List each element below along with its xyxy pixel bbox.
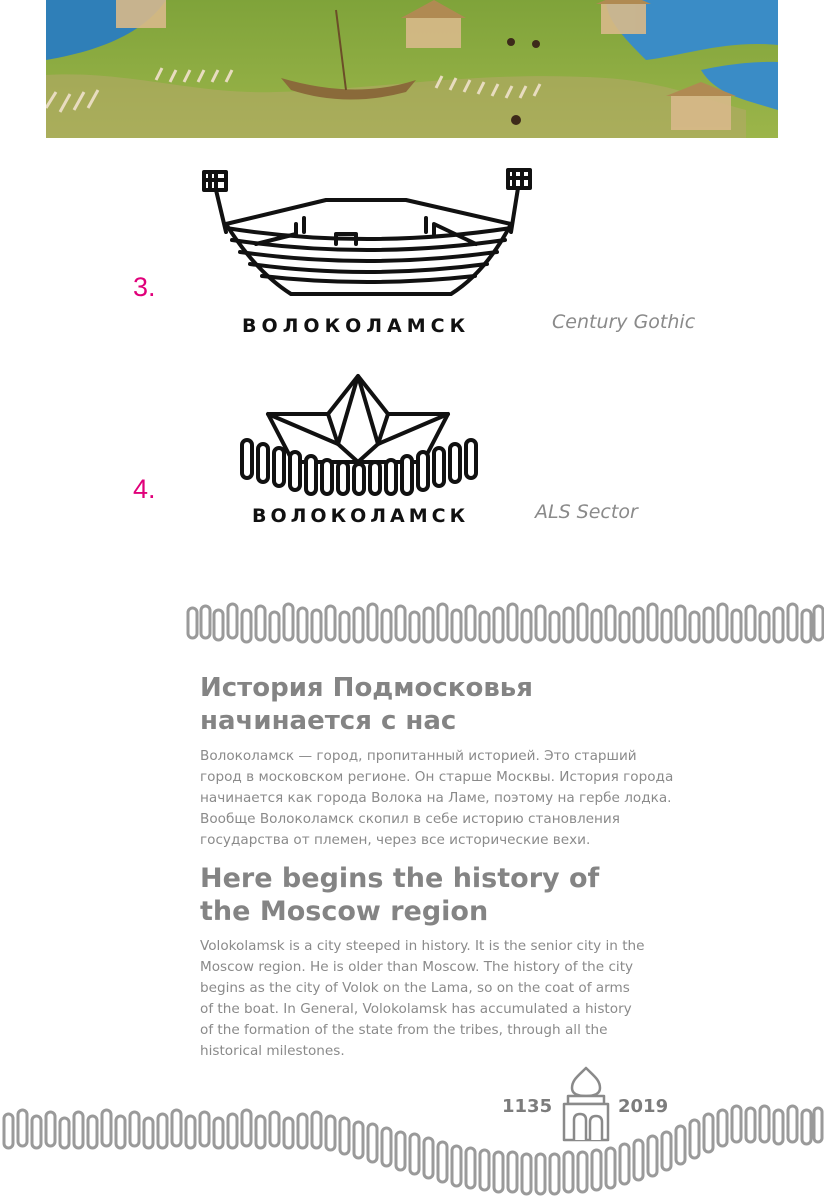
history-ru-title-line1: История Подмосковья bbox=[200, 673, 533, 703]
start-year: 1135 bbox=[502, 1096, 553, 1117]
history-ru-body-line: Вообще Волоколамск скопил в себе историю становления bbox=[200, 811, 620, 827]
font-name-als-sector: ALS Sector bbox=[535, 501, 638, 523]
variant-number-3: 3. bbox=[133, 272, 156, 302]
variant-number-4: 4. bbox=[133, 474, 156, 504]
history-en-body-line: historical milestones. bbox=[200, 1043, 345, 1059]
history-ru-body-line: начинается как города Волока на Ламе, поэтому на гербе лодка. bbox=[200, 790, 672, 806]
history-ru-body-line: государства от племен, через все исторические вехи. bbox=[200, 832, 591, 848]
paper-boat-icon bbox=[238, 372, 483, 504]
village-model-image bbox=[46, 0, 778, 138]
history-en-title-line2: the Moscow region bbox=[200, 896, 489, 927]
wordmark-century-gothic: ВОЛОКОЛАМСК bbox=[242, 315, 471, 337]
history-en-body-line: Moscow region. He is older than Moscow. The history of the city bbox=[200, 959, 634, 975]
history-ru-section bbox=[200, 672, 800, 851]
font-name-century-gothic: Century Gothic bbox=[552, 311, 696, 333]
history-ru-body-line: город в московском регионе. Он старше Москвы. История города bbox=[200, 769, 674, 785]
viking-boat-icon bbox=[196, 162, 541, 306]
history-en-body-line: of the formation of the state from the tribes, through all the bbox=[200, 1022, 608, 1038]
end-year: 2019 bbox=[618, 1096, 669, 1117]
log-fence-divider-top bbox=[186, 598, 824, 652]
history-en-body-line: of the boat. In General, Volokolamsk has accumulated a history bbox=[200, 1001, 632, 1017]
history-en-section bbox=[200, 862, 800, 1062]
log-fence-divider-bottom bbox=[0, 1104, 824, 1204]
history-en-title-line1: Here begins the history of bbox=[200, 863, 600, 894]
history-ru-title-line2: начинается с нас bbox=[200, 706, 457, 736]
wordmark-als-sector: ВОЛОКОЛАМСК bbox=[252, 505, 470, 527]
hero-photo bbox=[46, 0, 778, 138]
history-en-body-line: Volokolamsk is a city steeped in history. It is the senior city in the bbox=[200, 938, 645, 954]
history-ru-body-line: Волоколамск — город, пропитанный историей. Это старший bbox=[200, 748, 637, 764]
history-en-body-line: begins as the city of Volok on the Lama, so on the coat of arms bbox=[200, 980, 630, 996]
